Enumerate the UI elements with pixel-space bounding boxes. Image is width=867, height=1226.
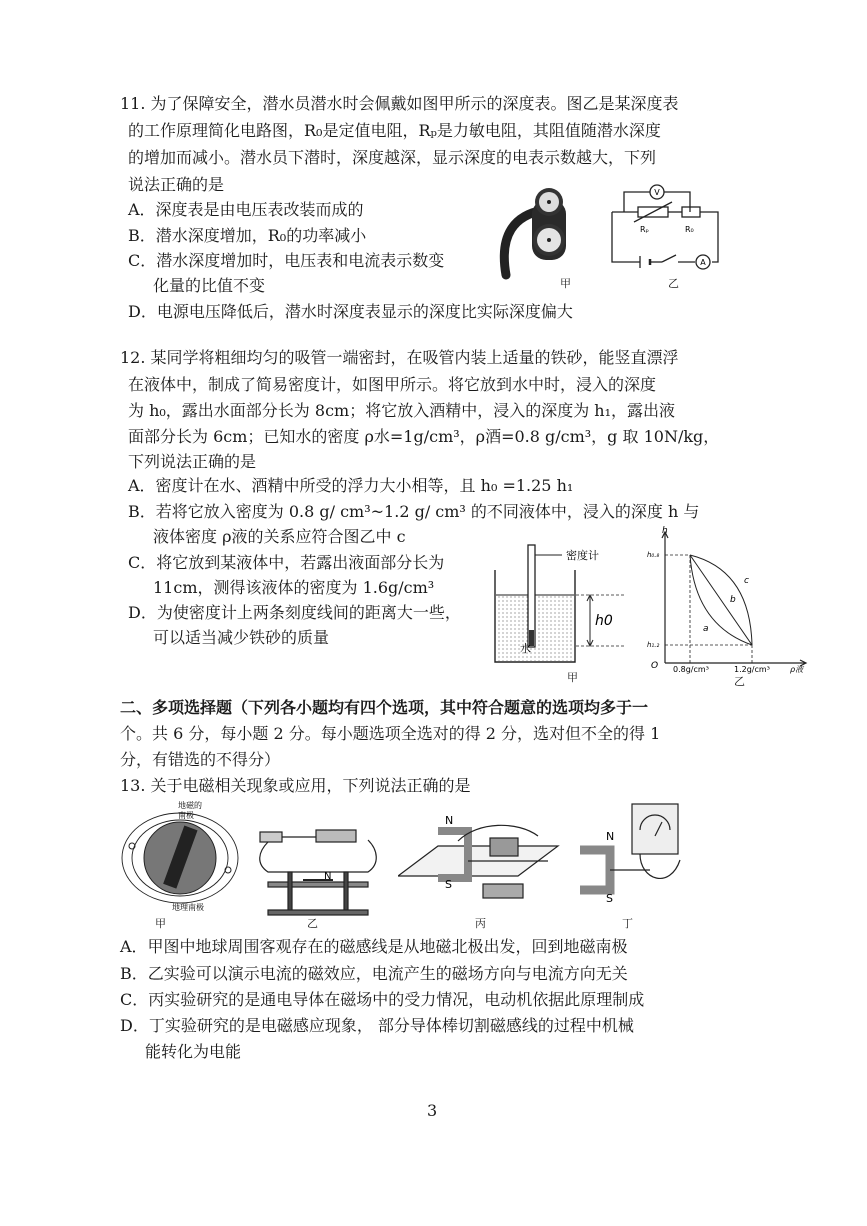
q11-option-a: A．深度表是由电压表改装而成的 <box>128 200 364 219</box>
q12-figure-jia-label: 甲 <box>567 671 578 684</box>
q12-option-b-line2: 液体密度 ρ液的关系应符合图乙中 c <box>153 527 406 546</box>
motor-S-label: S <box>445 878 452 891</box>
q12-option-c-line2: 11cm，测得该液体的密度为 1.6g/cm³ <box>153 578 435 597</box>
q11-option-c-line1: C．潜水深度增加时，电压表和电流表示数变 <box>128 251 445 270</box>
induction-N-label: N <box>606 830 615 843</box>
q13-figure-jia-label: 甲 <box>155 917 166 930</box>
q13-option-c: C．丙实验研究的是通电导体在磁场中的受力情况，电动机依据此原理制成 <box>120 990 645 1009</box>
earth-magnetic-field-figure <box>118 798 248 918</box>
water-label: 水 <box>520 642 531 655</box>
section-heading-line3: 分，有错选的不得分） <box>120 750 281 769</box>
r0-label: R₀ <box>685 225 694 234</box>
q12-option-c-line1: C．将它放到某液体中，若露出液面部分长为 <box>128 553 445 572</box>
q11-figure-yi-label: 乙 <box>668 277 679 290</box>
rp-label: Rₚ <box>640 225 649 234</box>
graph-h08-label: h₀.₈ <box>647 551 660 559</box>
q13-figure-ding-label: 丁 <box>622 917 633 930</box>
density-depth-graph <box>640 525 820 675</box>
q12-option-d-line2: 可以适当减少铁砂的质量 <box>153 628 330 647</box>
q11-stem-line1: 11. 为了保障安全，潜水员潜水时会佩戴如图甲所示的深度表。图乙是某深度表 <box>120 94 679 113</box>
h0-label: h0 <box>595 613 613 629</box>
voltmeter-symbol: V <box>654 188 660 197</box>
motor-N-label: N <box>445 814 454 827</box>
graph-x1-label: 0.8g/cm³ <box>673 665 709 674</box>
q11-stem-line4: 说法正确的是 <box>128 175 225 194</box>
q13-figure-bing-label: 丙 <box>475 917 486 930</box>
q13-option-d-line2: 能转化为电能 <box>145 1042 242 1061</box>
curve-c-label: c <box>744 576 749 586</box>
earth-bottom-label: 地理南极 <box>172 903 204 912</box>
section-heading-line1: 二、多项选择题（下列各小题均有四个选项，其中符合题意的选项均多于一 <box>120 698 649 717</box>
q12-option-d-line1: D．为使密度计上两条刻度线间的距离大一些， <box>128 603 461 622</box>
circuit-diagram <box>600 182 730 272</box>
q13-stem: 13. 关于电磁相关现象或应用，下列说法正确的是 <box>120 776 471 795</box>
graph-origin-label: O <box>651 661 659 671</box>
q11-option-b: B．潜水深度增加，R₀的功率减小 <box>128 226 367 245</box>
induction-S-label: S <box>606 892 613 905</box>
earth-top-label-2: 南极 <box>178 811 194 820</box>
earth-top-label-1: 地磁的 <box>178 801 202 810</box>
depth-gauge-figure <box>494 180 594 285</box>
q11-figure-jia-label: 甲 <box>560 277 571 290</box>
q12-stem-line5: 下列说法正确的是 <box>128 452 257 471</box>
section-heading-line2: 个。共 6 分，每小题 2 分。每小题选项全选对的得 2 分，选对但不全的得 1 <box>120 724 661 743</box>
curve-a-label: a <box>703 624 709 634</box>
q11-option-d: D．电源电压降低后，潜水时深度表显示的深度比实际深度偏大 <box>128 302 573 321</box>
page-number: 3 <box>427 1101 438 1120</box>
q12-stem-line2: 在液体中，制成了简易密度计，如图甲所示。将它放到水中时，浸入的深度 <box>128 375 657 394</box>
graph-x2-label: 1.2g/cm³ <box>734 665 770 674</box>
q11-option-c-line2: 化量的比值不变 <box>153 276 266 295</box>
oersted-N-label: N <box>324 871 332 882</box>
q12-stem-line1: 12. 某同学将粗细均匀的吸管一端密封，在吸管内装上适量的铁砂，能竖直漂浮 <box>120 348 679 367</box>
q11-stem-line2: 的工作原理简化电路图，R₀是定值电阻，Rₚ是力敏电阻，其阻值随潜水深度 <box>128 121 661 140</box>
q12-option-a: A．密度计在水、酒精中所受的浮力大小相等，且 h₀ =1.25 h₁ <box>128 476 574 495</box>
q12-stem-line3: 为 h₀，露出水面部分长为 8cm；将它放入酒精中，浸入的深度为 h₁，露出液 <box>128 401 676 420</box>
oersted-experiment-figure <box>248 822 388 918</box>
q11-stem-line3: 的增加而减小。潜水员下潜时，深度越深，显示深度的电表示数越大，下列 <box>128 148 657 167</box>
motor-principle-figure <box>398 806 568 918</box>
graph-h12-label: h₁.₂ <box>647 641 660 649</box>
q13-option-a: A．甲图中地球周围客观存在的磁感线是从地磁北极出发，回到地磁南极 <box>120 937 628 956</box>
ammeter-symbol: A <box>700 258 706 267</box>
hydrometer-figure <box>490 540 630 670</box>
curve-b-label: b <box>730 595 736 605</box>
graph-h-axis-label: h <box>662 526 668 536</box>
q12-option-b-line1: B．若将它放入密度为 0.8 g/ cm³~1.2 g/ cm³ 的不同液体中，浸入的深度 h 与 <box>128 502 700 521</box>
graph-rho-axis-label: ρ液 <box>790 665 804 674</box>
q12-figure-yi-label: 乙 <box>734 675 745 688</box>
induction-figure <box>570 800 690 916</box>
q13-figure-yi-label: 乙 <box>307 917 318 930</box>
q13-option-b: B．乙实验可以演示电流的磁效应，电流产生的磁场方向与电流方向无关 <box>120 964 628 983</box>
q12-stem-line4: 面部分长为 6cm；已知水的密度 ρ水=1g/cm³，ρ酒=0.8 g/cm³，g 取 10N/kg， <box>128 427 720 446</box>
q13-option-d-line1: D．丁实验研究的是电磁感应现象， 部分导体棒切割磁感线的过程中机械 <box>120 1016 634 1035</box>
hydrometer-label: 密度计 <box>566 549 599 562</box>
